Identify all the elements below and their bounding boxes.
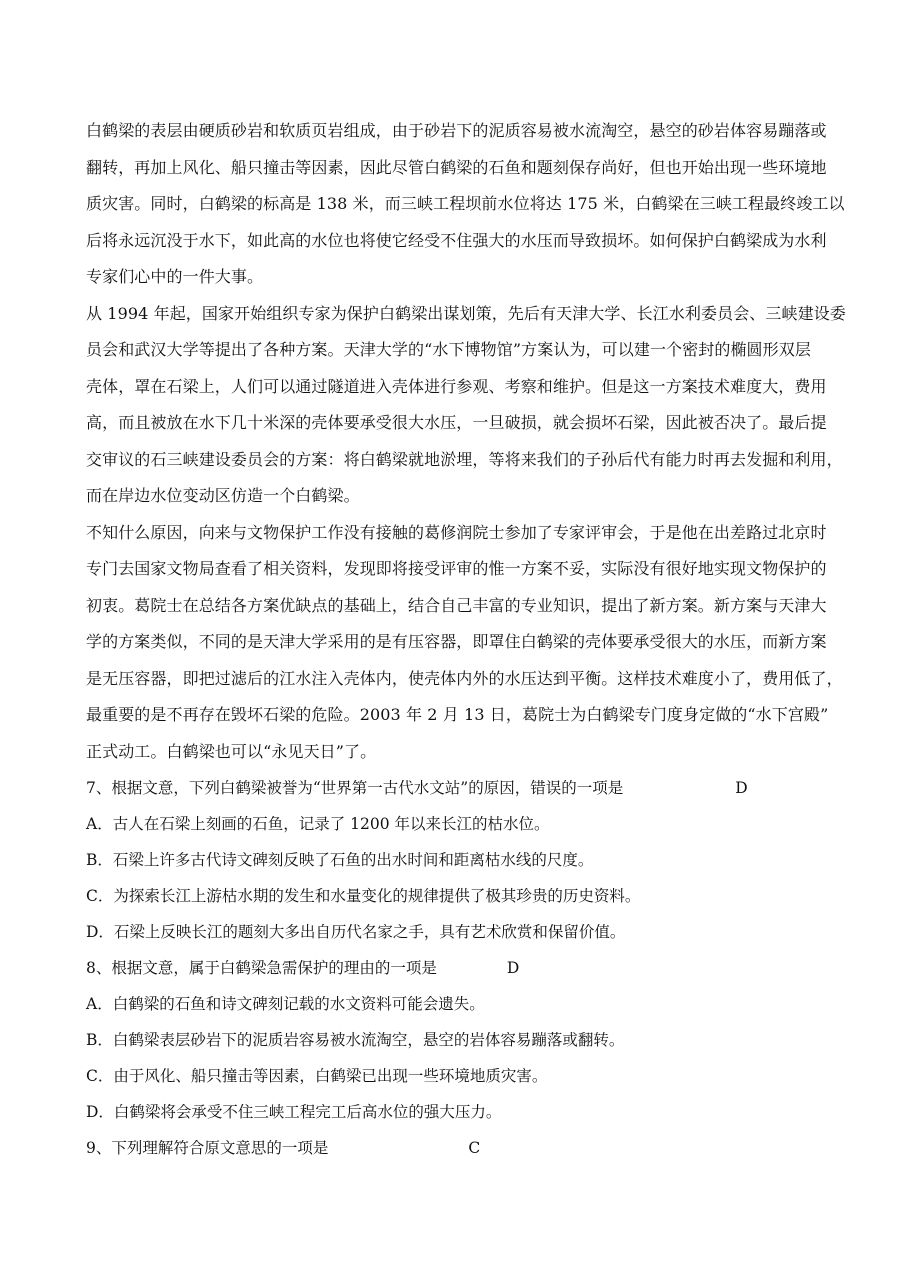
question-stem <box>86 770 826 806</box>
text-line: 高，而且被放在水下几十米深的壳体要承受很大水压，一旦破损，就会损坏石梁，因此被否决了。最后提 <box>86 413 827 432</box>
option-a: A．白鹤梁的石鱼和诗文碑刻记载的水文资料可能会遗失。 <box>86 995 485 1013</box>
option-c: C．为探索长江上游枯水期的发生和水量变化的规律提供了极其珍贵的历史资料。 <box>86 887 641 905</box>
option-d: D．石梁上反映长江的题刻大多出自历代名家之手，具有艺术欣赏和保留价值。 <box>86 923 626 941</box>
answer-key: D <box>506 959 520 977</box>
text-line: 是无压容器，即把过滤后的江水注入壳体内，使壳体内外的水压达到平衡。这样技术难度小了，费用低了， <box>86 668 843 688</box>
text-line: 交审议的石三峡建设委员会的方案：将白鹤梁就地淤埋，等将来我们的子孙后代有能力时再去发掘和利用， <box>86 449 843 469</box>
text-line: 学的方案类似，不同的是天津大学采用的是有压容器，即罩住白鹤梁的壳体要承受很大的水压，而新方案 <box>86 632 827 651</box>
question-stem <box>86 950 826 986</box>
text-line: 白鹤梁的表层由硬质砂岩和软质页岩组成，由于砂岩下的泥质容易被水流淘空，悬空的砂岩体容易蹦落或 <box>86 121 827 140</box>
option-b: B．白鹤梁表层砂岩下的泥质岩容易被水流淘空，悬空的岩体容易蹦落或翻转。 <box>86 1031 625 1049</box>
text-line: 后将永远沉没于水下，如此高的水位也将使它经受不住强大的水压而导致损坏。如何保护白鹤梁成为水利 <box>86 230 827 250</box>
passage-paragraph-1 <box>86 113 845 296</box>
question-7 <box>86 770 826 950</box>
text-line: 正式动工。白鹤梁也可以“永见天日”了。 <box>86 741 377 761</box>
question-stem <box>86 1130 826 1166</box>
question-stem-text: 7、根据文意，下列白鹤梁被誉为“世界第一古代水文站”的原因，错误的一项是 <box>86 779 624 797</box>
text-line: 不知什么原因，向来与文物保护工作没有接触的葛修润院士参加了专家评审会，于是他在出差路过北京时 <box>86 522 827 542</box>
text-line: 员会和武汉大学等提出了各种方案。天津大学的“水下博物馆”方案认为，可以建一个密封的椭圆形双层 <box>86 340 811 359</box>
passage-paragraph-2 <box>86 296 846 515</box>
question-stem-text: 9、下列理解符合原文意思的一项是 <box>86 1139 329 1157</box>
text-line: 壳体，罩在石梁上，人们可以通过隧道进入壳体进行参观、考察和维护。但是这一方案技术难度大，费用 <box>86 376 827 396</box>
text-line: 专家们心中的一件大事。 <box>86 267 264 286</box>
text-line: 专门去国家文物局查看了相关资料，发现即将接受评审的惟一方案不妥，实际没有很好地实现文物保护的 <box>86 559 827 578</box>
option-a: A．古人在石梁上刻画的石鱼，记录了 1200 年以来长江的枯水位。 <box>86 815 550 833</box>
question-8 <box>86 950 826 1130</box>
text-line: 最重要的是不再存在毁坏石梁的危险。2003 年 2 月 13 日，葛院士为白鹤梁专门度身定做的“水下宫殿” <box>86 705 829 724</box>
option-d: D．白鹤梁将会承受不住三峡工程完工后高水位的强大压力。 <box>86 1103 502 1121</box>
option-b: B．石梁上许多古代诗文碑刻反映了石鱼的出水时间和距离枯水线的尺度。 <box>86 851 594 869</box>
text-line: 质灾害。同时，白鹤梁的标高是 138 米，而三峡工程坝前水位将达 175 米，白鹤梁在三峡工程最终竣工以 <box>86 194 845 213</box>
answer-key: D <box>735 779 748 797</box>
document-content <box>86 113 846 1166</box>
option-c: C．由于风化、船只撞击等因素，白鹤梁已出现一些环境地质灾害。 <box>86 1067 548 1085</box>
question-stem-text: 8、根据文意，属于白鹤梁急需保护的理由的一项是 <box>86 959 437 977</box>
text-line: 从 1994 年起，国家开始组织专家为保护白鹤梁出谋划策，先后有天津大学、长江水利委员会、三峡建设委 <box>86 303 846 323</box>
text-line: 而在岸边水位变动区仿造一个白鹤梁。 <box>86 486 360 505</box>
answer-key: C <box>468 1139 481 1157</box>
text-line: 初衷。葛院士在总结各方案优缺点的基础上，结合自己丰富的专业知识，提出了新方案。新方案与天津大 <box>86 595 827 615</box>
text-line: 翻转，再加上风化、船只撞击等因素，因此尽管白鹤梁的石鱼和题刻保存尚好，但也开始出现一些环境地 <box>86 157 827 177</box>
question-9 <box>86 1130 826 1166</box>
passage-paragraph-3 <box>86 515 843 771</box>
